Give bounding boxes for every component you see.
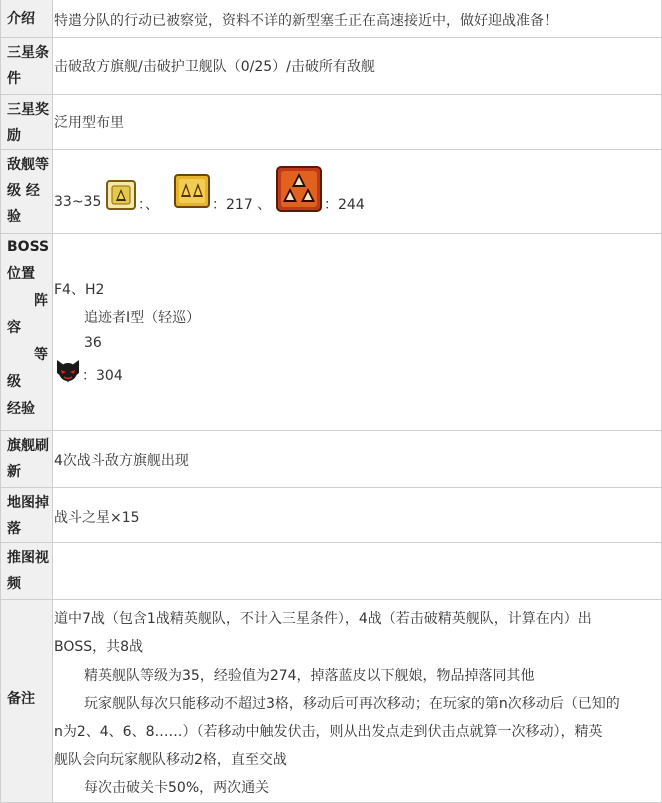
row-header-video: [1, 543, 53, 599]
header-text: 旗舰刷: [7, 438, 49, 454]
row-header-notes: [1, 600, 53, 802]
header-text: 敌舰等: [7, 157, 49, 173]
flagship-text: 4次战斗敌方旗舰出现: [54, 453, 189, 469]
row-header-enemy-exp: [1, 150, 53, 233]
notes-line: BOSS，共8战: [54, 639, 144, 655]
row-enemy-exp: [0, 150, 662, 234]
row-content-flagship: [54, 431, 661, 487]
notes-line: 每次击破关卡50%，两次通关: [84, 780, 270, 796]
boss-lineup: 追迹者Ⅰ型（轻巡）: [84, 310, 201, 326]
header-text: 推图视: [7, 550, 49, 566]
header-text: 介绍: [7, 11, 35, 27]
header-text: 备注: [7, 691, 35, 707]
row-header-drops: [1, 488, 53, 542]
row-header-boss: [1, 234, 53, 430]
header-text: 地图掉: [7, 495, 49, 511]
notes-line: 道中7战（包含1战精英舰队，不计入三星条件），4战（若击破精英舰队，计算在内）出: [54, 611, 592, 627]
row-video: [0, 543, 662, 600]
notes-line: 舰队会向玩家舰队移动2格，直至交战: [54, 752, 287, 768]
row-flagship: [0, 431, 662, 488]
header-text: 件: [7, 71, 21, 87]
row-content-notes: [54, 600, 661, 802]
header-text: 级: [7, 374, 21, 390]
main-fleet-icon: [174, 174, 210, 212]
row-drops: [0, 488, 662, 543]
row-header-flagship: [1, 431, 53, 487]
boss-exp: ：304: [82, 368, 123, 384]
star-reward-text: 泛用型布里: [54, 115, 124, 131]
header-text: 验: [7, 209, 21, 225]
star-condition-text: 击破敌方旗舰/击破护卫舰队（0/25）/击破所有敌舰: [54, 59, 375, 75]
header-text: 级 经: [7, 183, 40, 199]
row-header-star-condition: [1, 38, 53, 94]
header-text: 三星奖: [7, 102, 49, 118]
boss-position: F4、H2: [54, 282, 105, 298]
row-star-condition: [0, 38, 662, 95]
row-boss: [0, 234, 662, 431]
header-text: 阵: [34, 293, 48, 309]
boss-fleet-icon: [276, 166, 322, 216]
row-content-intro: [54, 0, 661, 37]
header-text: 容: [7, 320, 21, 336]
boss-fleet-exp: ：244: [324, 197, 365, 213]
notes-line: n为2、4、6、8……）（若移动中触发伏击，则从出发点走到伏击点就算一次移动），精英: [54, 724, 603, 740]
row-star-reward: [0, 95, 662, 150]
main-fleet-exp: ：217 、: [212, 197, 272, 213]
exp-separator: ：、: [138, 197, 159, 213]
row-notes: [0, 600, 662, 803]
header-text: 三星条: [7, 45, 49, 61]
row-content-boss: [54, 234, 661, 430]
row-intro: [0, 0, 662, 38]
header-text: 落: [7, 521, 21, 537]
row-content-star-reward: [54, 95, 661, 149]
header-text: 位置: [7, 266, 35, 282]
row-content-enemy-exp: [54, 150, 661, 233]
row-content-drops: [54, 488, 661, 542]
row-header-intro: [1, 0, 53, 37]
header-text: 新: [7, 464, 21, 480]
intro-text: 特遣分队的行动已被察觉，资料不详的新型塞壬正在高速接近中，做好迎战准备！: [54, 13, 558, 29]
small-fleet-icon: [106, 180, 136, 214]
drops-text: 战斗之星×15: [54, 510, 140, 526]
notes-line: 玩家舰队每次只能移动不超过3格，移动后可再次移动；在玩家的第n次移动后（已知的: [84, 696, 620, 712]
notes-line: 精英舰队等级为35，经验值为274，掉落蓝皮以下舰娘，物品掉落同其他: [84, 668, 535, 684]
row-content-video: [54, 543, 661, 599]
boss-level: 36: [84, 335, 102, 351]
boss-cat-icon: [54, 356, 82, 388]
row-content-star-condition: [54, 38, 661, 94]
header-text: BOSS: [7, 239, 50, 255]
row-header-star-reward: [1, 95, 53, 149]
header-text: 经验: [7, 401, 35, 417]
header-text: 励: [7, 128, 21, 144]
enemy-level-range: 33~35: [54, 194, 102, 210]
header-text: 等: [34, 347, 48, 363]
header-text: 频: [7, 576, 21, 592]
